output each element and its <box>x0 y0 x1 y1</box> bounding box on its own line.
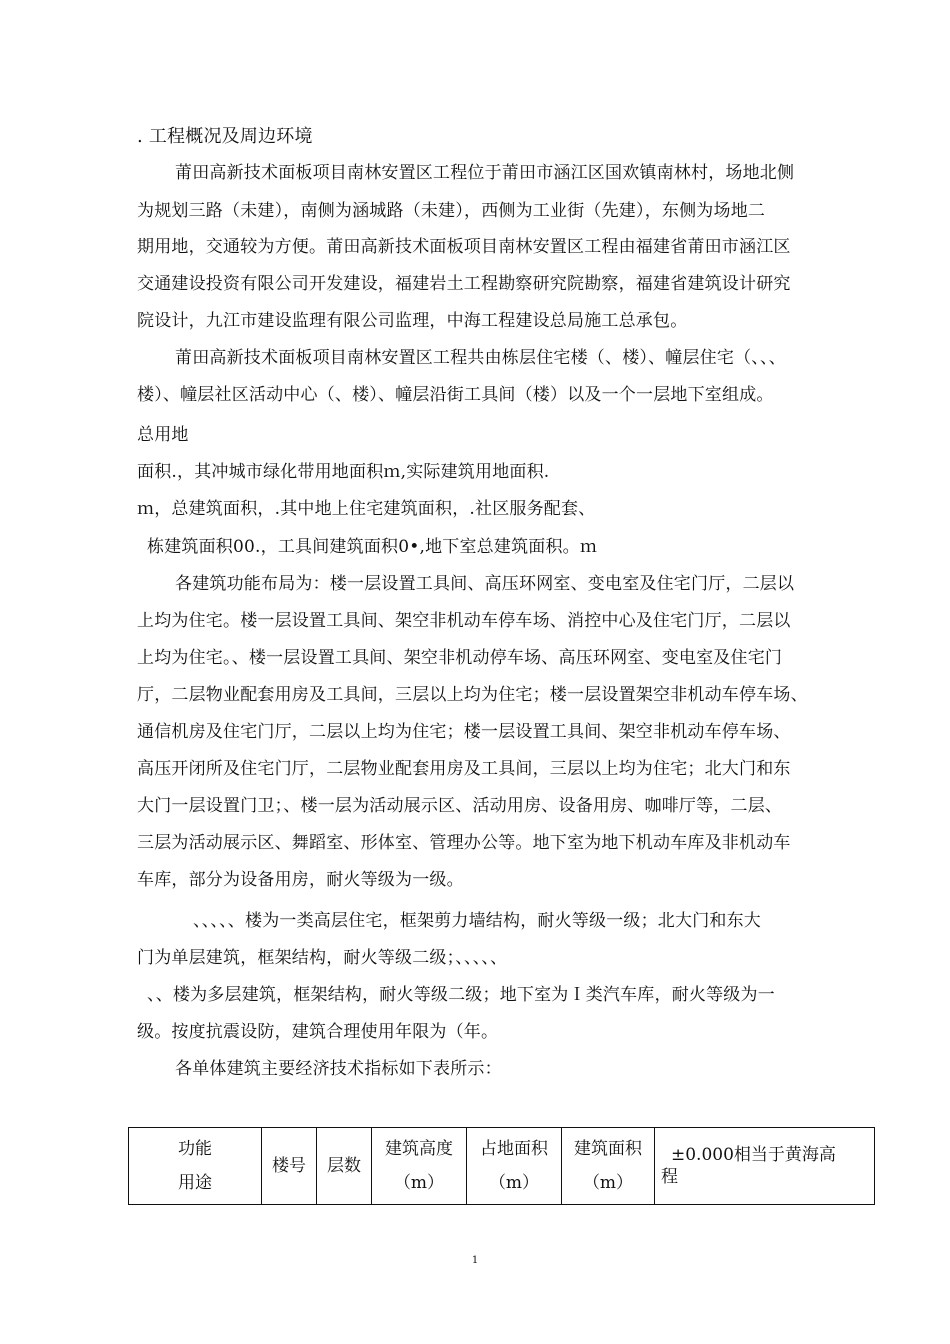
header-text: 建筑高度 <box>385 1139 453 1159</box>
table-header-cell <box>317 1128 372 1205</box>
page-number: 1 <box>471 1255 479 1266</box>
header-text: 建筑面积 <box>574 1139 642 1159</box>
paragraph-line: 各单体建筑主要经济技术指标如下表所示： <box>175 1059 502 1079</box>
paragraph-line: 三层为活动展示区、舞蹈室、形体室、管理办公等。地下室为地下机动车库及非机动车 <box>137 833 791 853</box>
paragraph-line: 为规划三路（未建），南侧为涵城路（未建），西侧为工业街（先建），东侧为场地二 <box>137 201 766 221</box>
paragraph-line: 总用地 <box>137 425 189 445</box>
paragraph-line: 栋建筑面积00.，工具间建筑面积0•,地下室总建筑面积。ｍ <box>147 537 598 557</box>
paragraph-line: 级。按度抗震设防，建筑合理使用年限为（年。 <box>137 1022 499 1042</box>
table-header-cell <box>655 1128 875 1205</box>
header-text: 楼号 <box>272 1156 306 1176</box>
paragraph-line: 通信机房及住宅门厅，二层以上均为住宅；楼一层设置工具间、架空非机动车停车场、 <box>137 722 791 742</box>
paragraph-line: 上均为住宅。、楼一层设置工具间、架空非机动停车场、高压环网室、变电室及住宅门 <box>137 648 783 668</box>
paragraph-line: 交通建设投资有限公司开发建设，福建岩土工程勘察研究院勘察，福建省建筑设计研究 <box>137 274 791 294</box>
paragraph-line: 莆田高新技术面板项目南林安置区工程位于莆田市涵江区国欢镇南林村，场地北侧 <box>175 163 795 183</box>
header-text: ±0.000相当于黄海高 <box>671 1145 836 1165</box>
header-text: 功能 <box>178 1139 212 1159</box>
paragraph-line: 高压开闭所及住宅门厅，二层物业配套用房及工具间，三层以上均为住宅；北大门和东 <box>137 759 791 779</box>
paragraph-line: 莆田高新技术面板项目南林安置区工程共由栋层住宅楼（、楼）、幢层住宅（、、、 <box>175 348 786 368</box>
paragraph-line: 、、、、、楼为一类高层住宅，框架剪力墙结构，耐火等级一级；北大门和东大 <box>193 911 761 931</box>
paragraph-line: 院设计，九江市建设监理有限公司监理，中海工程建设总局施工总承包。 <box>137 311 688 331</box>
paragraph-line: 大门一层设置门卫；、楼一层为活动展示区、活动用房、设备用房、咖啡厅等，二层、 <box>137 796 783 816</box>
paragraph-line: ｍ，总建筑面积，.其中地上住宅建筑面积，.社区服务配套、 <box>137 499 596 519</box>
paragraph-line: 上均为住宅。楼一层设置工具间、架空非机动车停车场、消控中心及住宅门厅，二层以 <box>137 611 791 631</box>
paragraph-line: 门为单层建筑，框架结构，耐火等级二级；、、、、、 <box>137 948 508 968</box>
header-text: 程 <box>661 1167 678 1187</box>
header-text: 用途 <box>178 1173 212 1193</box>
paragraph-line: 期用地，交通较为方便。莆田高新技术面板项目南林安置区工程由福建省莆田市涵江区 <box>137 237 791 257</box>
paragraph-line: 楼）、幢层社区活动中心（、楼）、幢层沿街工具间（楼）以及一个一层地下室组成。 <box>137 385 774 405</box>
header-text: （m） <box>393 1173 445 1193</box>
paragraph-line: 车库，部分为设备用房，耐火等级为一级。 <box>137 870 464 890</box>
table-header-cell <box>129 1128 262 1205</box>
table-header-row <box>129 1128 875 1205</box>
indicators-table <box>128 1127 875 1205</box>
table-header-cell <box>467 1128 562 1205</box>
table-header-cell <box>262 1128 317 1205</box>
table-header-cell <box>562 1128 655 1205</box>
section-heading: . 工程概况及周边环境 <box>137 126 313 147</box>
paragraph-line: 面积.，其冲城市绿化带用地面积ｍ,实际建筑用地面积. <box>137 462 550 482</box>
header-text: 占地面积 <box>480 1139 548 1159</box>
table-header-cell <box>372 1128 467 1205</box>
header-text: 层数 <box>327 1156 361 1176</box>
paragraph-line: 、、楼为多层建筑，框架结构，耐火等级二级；地下室为Ｉ类汽车库，耐火等级为一 <box>147 985 775 1005</box>
paragraph-line: 厅，二层物业配套用房及工具间，三层以上均为住宅；楼一层设置架空非机动车停车场、 <box>137 685 808 705</box>
paragraph-line: 各建筑功能布局为：楼一层设置工具间、高压环网室、变电室及住宅门厅，二层以 <box>175 574 795 594</box>
header-text: （m） <box>488 1173 540 1193</box>
header-text: （m） <box>582 1173 634 1193</box>
